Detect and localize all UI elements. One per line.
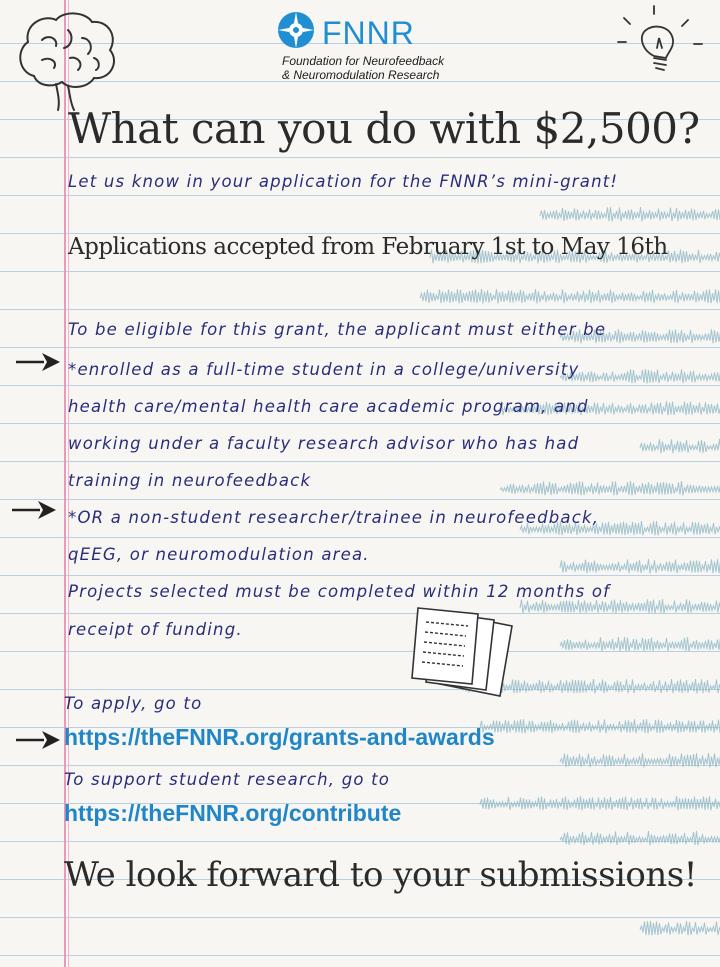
eeg-wave-line (640, 921, 720, 935)
intro-text: Let us know in your application for the FNNR’s mini-grant! (68, 172, 619, 191)
support-label: To support student research, go to (64, 770, 391, 789)
apply-label: To apply, go to (64, 694, 203, 713)
eeg-wave-line (420, 289, 720, 303)
logo-subtitle (282, 54, 472, 82)
fnnr-logo-mark-icon (276, 10, 316, 50)
eligibility-line-8: Projects selected must be completed within 12 months of (68, 582, 611, 601)
eeg-wave-line (520, 599, 720, 613)
eeg-wave-line (560, 637, 720, 651)
eeg-wave-line (480, 719, 720, 733)
arrow-icon (14, 728, 62, 752)
eligibility-line-3: health care/mental health care academic program, and (68, 397, 589, 416)
application-dates: Applications accepted from February 1st to May 16th (68, 234, 668, 260)
eeg-wave-line (480, 796, 720, 810)
logo-subtitle-line1: Foundation for Neurofeedback (282, 54, 445, 68)
eeg-wave-line (560, 369, 720, 383)
fnnr-logo (276, 10, 466, 90)
eligibility-line-2: *enrolled as a full-time student in a college/university (68, 360, 580, 379)
contribute-link[interactable]: https://theFNNR.org/contribute (64, 800, 402, 826)
eeg-wave-line (560, 831, 720, 845)
headline: What can you do with $2,500? (68, 104, 700, 153)
eligibility-line-4: working under a faculty research advisor who has had (68, 434, 580, 453)
light-bulb-icon (610, 0, 710, 82)
closing-message: We look forward to your submissions! (64, 855, 697, 895)
eligibility-line-6: *OR a non-student researcher/trainee in neurofeedback, (68, 508, 600, 527)
eligibility-line-5: training in neurofeedback (68, 471, 312, 490)
eeg-wave-line (560, 753, 720, 767)
grants-and-awards-link[interactable]: https://theFNNR.org/grants-and-awards (64, 724, 495, 750)
eeg-wave-line (500, 481, 720, 495)
brain-doodle-icon (12, 6, 124, 116)
eligibility-line-9: receipt of funding. (68, 620, 243, 639)
eeg-wave-line (560, 559, 720, 573)
logo-subtitle-line2: & Neuromodulation Research (282, 68, 440, 82)
eligibility-line-1: To be eligible for this grant, the applicant must either be (68, 320, 607, 339)
logo-name: FNNR (322, 15, 415, 51)
arrow-icon (14, 350, 62, 374)
eligibility-line-7: qEEG, or neuromodulation area. (68, 545, 370, 564)
eeg-wave-line (640, 439, 720, 453)
papers-doodle-icon (408, 606, 518, 702)
eeg-wave-line (540, 207, 720, 221)
arrow-icon (10, 498, 58, 522)
